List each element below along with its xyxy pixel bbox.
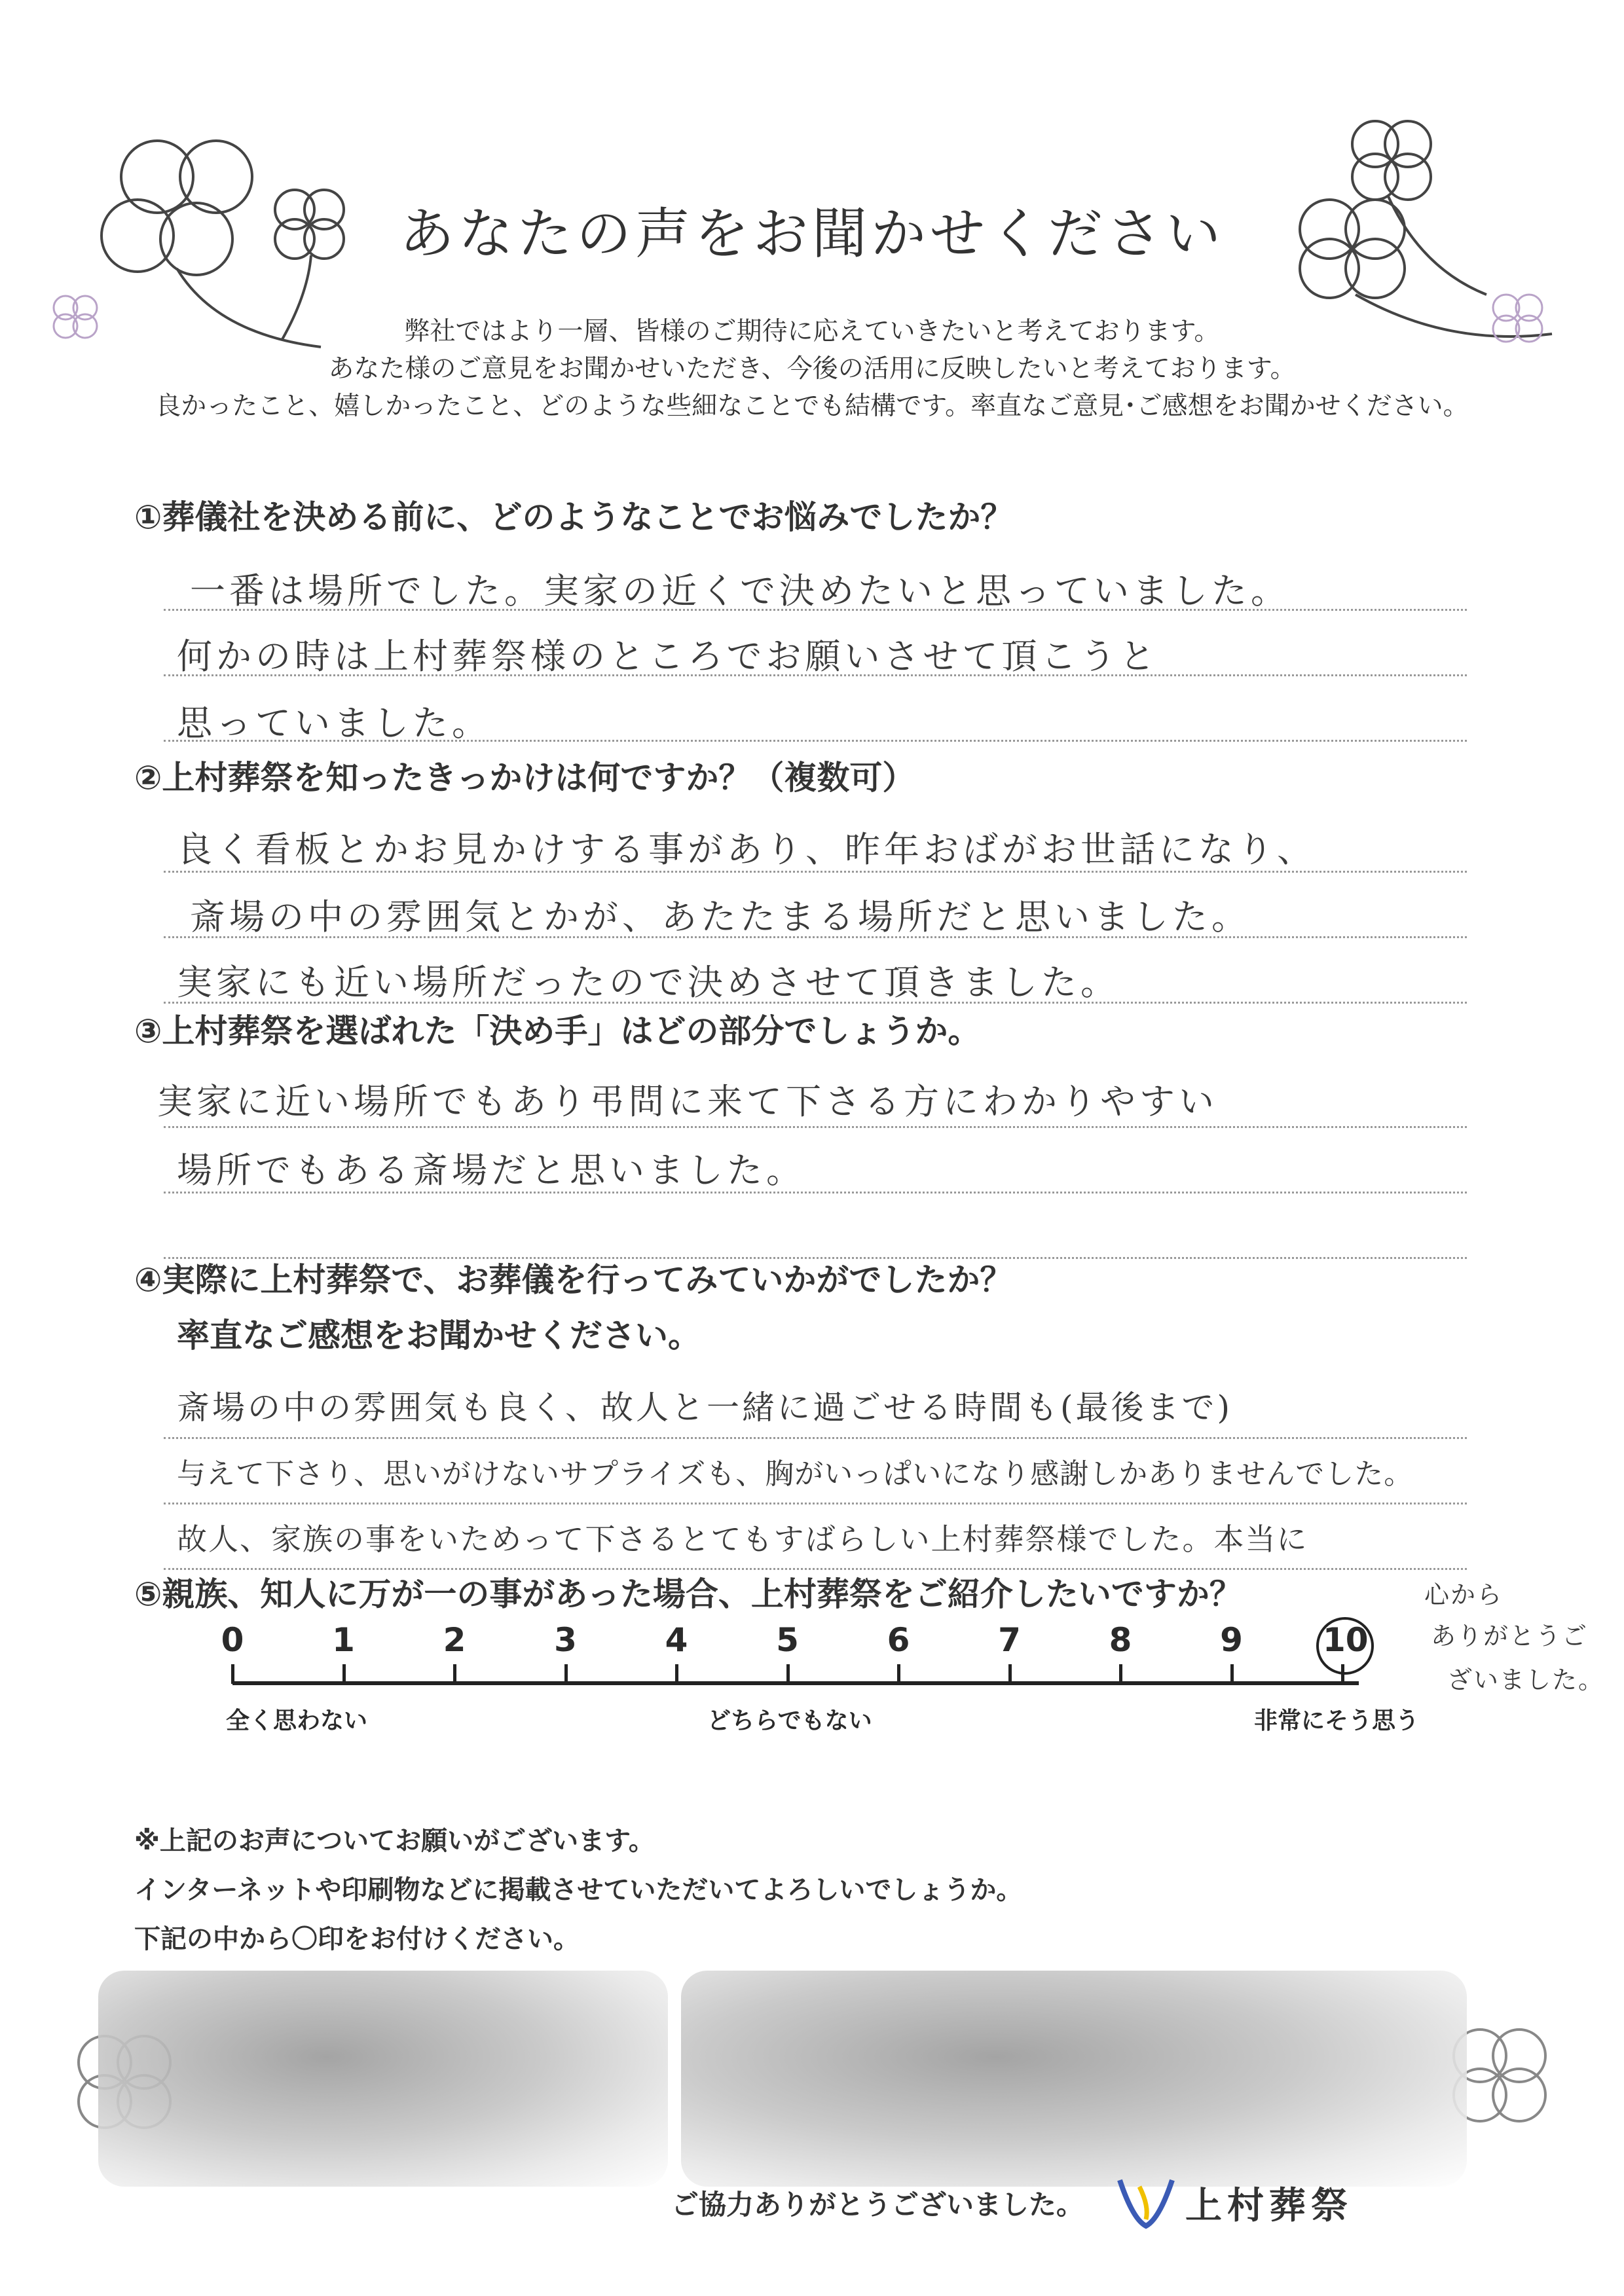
note-line-2: インターネットや印刷物などに掲載させていただいてよろしいでしょうか。 — [134, 1875, 1023, 1905]
scale-tick — [342, 1664, 346, 1684]
scale-number-5: 5 — [776, 1621, 799, 1659]
scale-number-1: 1 — [332, 1621, 355, 1659]
question-3: ③上村葬祭を選ばれた「決め手」はどの部分でしょうか。 — [134, 1012, 981, 1050]
answer-3-line-1: 実家に近い場所でもあり弔問に来て下さる方にわかりやすい — [157, 1081, 1218, 1122]
intro-line-1: 弊社ではより一層、皆様のご期待に応えていきたいと考えております。 — [404, 317, 1220, 346]
scale-tick — [564, 1664, 568, 1684]
rating-scale-line — [232, 1681, 1359, 1685]
note-line-3: 下記の中から〇印をお付けください。 — [134, 1924, 580, 1954]
answer-3-line-2: 場所でもある斎場だと思いました。 — [177, 1150, 805, 1191]
intro-line-2: あなた様のご意見をお聞かせいただき、今後の活用に反映したいと考えております。 — [328, 354, 1296, 384]
scale-tick — [453, 1664, 456, 1684]
redacted-area-left — [98, 1971, 668, 2187]
question-4-sub: 率直なご感想をお聞かせください。 — [177, 1317, 701, 1355]
answer-4-line-2: 与えて下さり、思いがけないサプライズも、胸がいっぱいになり感謝しかありませんでした。 — [177, 1457, 1414, 1491]
answer-2-line-1: 良く看板とかお見かけする事があり、昨年おばがお世話になり、 — [177, 829, 1316, 870]
page-title: あなたの声をお聞かせください — [399, 202, 1225, 266]
scale-label-left: 全く思わない — [226, 1707, 368, 1734]
answer-5-note-line-1: 心から — [1424, 1580, 1504, 1609]
answer-5-note-line-3: ざいました。 — [1447, 1666, 1605, 1694]
brand-logo-icon — [1113, 2174, 1179, 2235]
answer-4-line-3: 故人、家族の事をいためって下さるとてもすばらしい上村葬祭様でした。本当に — [177, 1522, 1308, 1557]
answer-line — [164, 1437, 1467, 1439]
scale-number-10: 10 — [1323, 1621, 1369, 1659]
question-4: ④実際に上村葬祭で、お葬儀を行ってみていかがでしたか？ — [134, 1261, 1013, 1299]
scale-number-4: 4 — [665, 1621, 688, 1659]
scale-tick — [1119, 1664, 1122, 1684]
answer-5-note-line-2: ありがとうご — [1431, 1622, 1589, 1650]
redacted-area-right — [681, 1971, 1467, 2187]
scale-number-9: 9 — [1220, 1621, 1243, 1659]
question-1: ①葬儀社を決める前に、どのようなことでお悩みでしたか？ — [134, 498, 1014, 536]
scale-number-7: 7 — [998, 1621, 1021, 1659]
scale-tick — [675, 1664, 678, 1684]
scale-label-middle: どちらでもない — [707, 1707, 872, 1734]
scale-tick — [786, 1664, 790, 1684]
answer-1-line-1: 一番は場所でした。実家の近くで決めたいと思っていました。 — [190, 570, 1290, 611]
answer-1-line-2: 何かの時は上村葬祭様のところでお願いさせて頂こうと — [177, 636, 1159, 677]
answer-line — [164, 1126, 1467, 1128]
answer-1-line-3: 思っていました。 — [177, 702, 491, 744]
intro-line-3: 良かったこと、嬉しかったこと、どのような些細なことでも結構です。率直なご意見･ご感想をお聞かせください。 — [155, 392, 1469, 421]
answer-2-line-2: 斎場の中の雰囲気とかが、あたたまる場所だと思いました。 — [190, 896, 1251, 938]
scale-number-3: 3 — [554, 1621, 577, 1659]
question-5: ⑤親族、知人に万が一の事があった場合、上村葬祭をご紹介したいですか？ — [134, 1575, 1242, 1613]
scale-tick — [1008, 1664, 1012, 1684]
brand-name: 上村葬祭 — [1185, 2185, 1353, 2227]
answer-line — [164, 1503, 1467, 1504]
scale-tick — [1230, 1664, 1234, 1684]
scale-number-2: 2 — [443, 1621, 466, 1659]
scale-number-6: 6 — [887, 1621, 910, 1659]
scale-number-8: 8 — [1109, 1621, 1132, 1659]
scale-label-right: 非常にそう思う — [1254, 1707, 1420, 1734]
selected-rating-circle — [1316, 1617, 1374, 1675]
scale-number-0: 0 — [221, 1621, 244, 1659]
thanks-text: ご協力ありがとうございました。 — [671, 2189, 1084, 2221]
question-2: ②上村葬祭を知ったきっかけは何ですか？（複数可） — [134, 759, 915, 797]
answer-2-line-3: 実家にも近い場所だったので決めさせて頂きました。 — [177, 962, 1120, 1003]
scale-tick — [897, 1664, 900, 1684]
scale-tick — [231, 1664, 234, 1684]
note-line-1: ※上記のお声についてお願いがございます。 — [134, 1826, 655, 1856]
answer-4-line-1: 斎場の中の雰囲気も良く、故人と一緒に過ごせる時間も(最後まで) — [177, 1389, 1233, 1427]
